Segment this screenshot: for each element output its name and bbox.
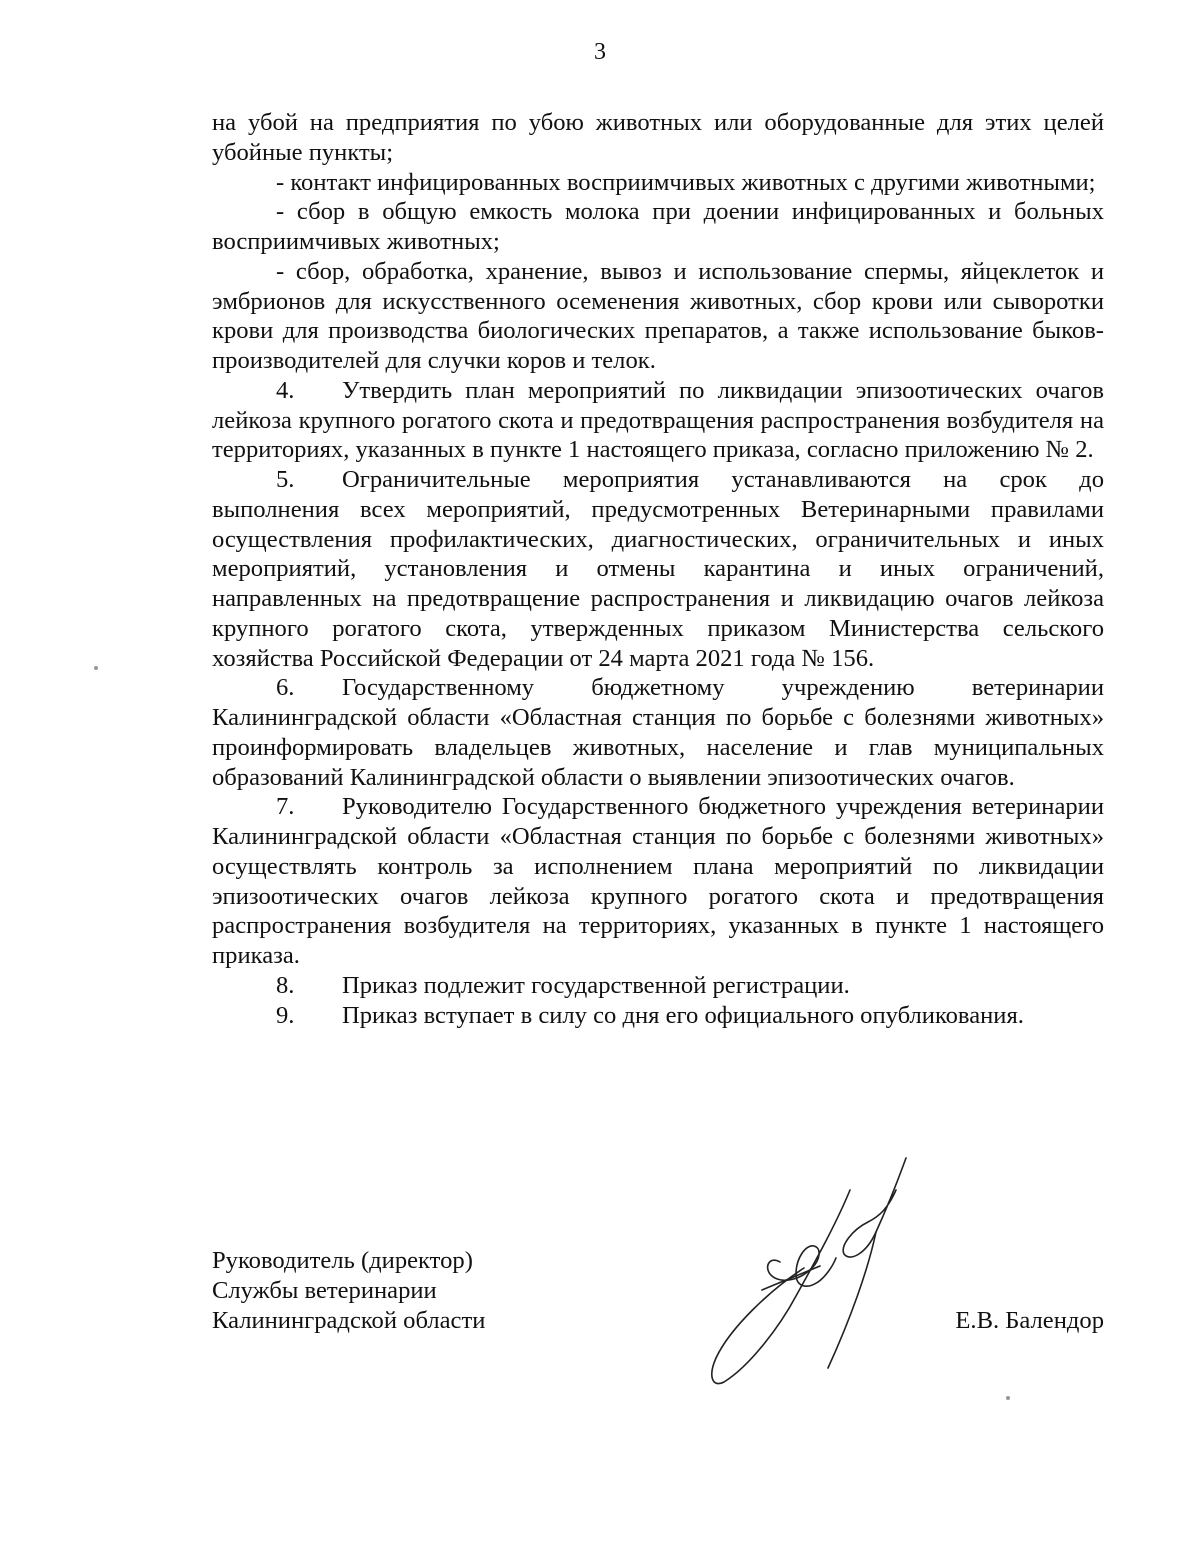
signature-stroke [828, 1232, 876, 1368]
signature-stroke [712, 1190, 850, 1384]
signatory-title [212, 1246, 632, 1336]
signatory-title-line: Руководитель (директор) [212, 1247, 473, 1274]
clause-9 [212, 1001, 1104, 1031]
clause-number: 7. [276, 793, 295, 821]
clause-number: 9. [276, 1001, 295, 1029]
clause-number: 5. [276, 466, 295, 493]
clause-text: Приказ вступает в силу со дня его официального опубликования. [342, 1001, 1024, 1029]
list-item-milk [212, 197, 1104, 257]
clause-text: Утвердить план мероприятий по ликвидации эпизоотических очагов лейкоза крупного рогатого скота и предотвращения распространения возбудителя на территориях, указанных в пункте 1 настоящего приказа, согласно приложению № 2. [212, 376, 1104, 464]
list-item-sperm [212, 257, 1104, 376]
paragraph-text: - сбор, обработка, хранение, вывоз и использование спермы, яйцеклеток и эмбрионов для искусственного осеменения животных, сбор крови или сыворотки крови для производства биологических препаратов, а также использование быков-производителей для случки коров и телок. [212, 257, 1104, 374]
list-item-contact [212, 168, 1104, 198]
clause-4 [212, 376, 1104, 465]
clause-7 [212, 792, 1104, 971]
clause-number: 4. [276, 376, 295, 404]
signature-stroke [762, 1266, 820, 1290]
clause-5 [212, 465, 1104, 673]
paragraph-text: на убой на предприятия по убою животных или оборудованные для этих целей убойные пункты; [212, 109, 1104, 166]
paragraph-continuation [212, 108, 1104, 168]
clause-text: Ограничительные мероприятия устанавливаются на срок до выполнения всех мероприятий, предусмотренных Ветеринарными правилами осуществления профилактических, диагностических, ограничительных и иных мероприятий, установления и отмены карантина и иных ограничений, направленных на предотвращение распространения и ликвидацию очагов лейкоза крупного рогатого скота, утвержденных приказом Министерства сельского хозяйства Российской Федерации от 24 марта 2021 года № 156. [212, 466, 1104, 672]
scan-speck [1006, 1396, 1010, 1400]
signature-stroke [843, 1158, 906, 1257]
scan-speck [94, 666, 98, 670]
clause-number: 8. [276, 971, 295, 999]
signatory-name: Е.В. Балендор [955, 1307, 1104, 1334]
clause-text: Руководителю Государственного бюджетного учреждения ветеринарии Калининградской области «Областная станция по борьбе с болезнями животных» осуществлять контроль за исполнением плана мероприятий по ликвидации эпизоотических очагов лейкоза крупного рогатого скота и предотвращения распространения возбудителя на территориях, указанных в пункте 1 настоящего приказа. [212, 793, 1104, 969]
clause-6 [212, 673, 1104, 792]
clause-number: 6. [276, 674, 295, 702]
document-body [212, 108, 1104, 1030]
signature-stroke [818, 1258, 836, 1282]
clause-text: Приказ подлежит государственной регистрации. [342, 971, 850, 999]
handwritten-signature [700, 1150, 920, 1390]
signatory-title-line: Калининградской области [212, 1307, 486, 1334]
paragraph-text: - контакт инфицированных восприимчивых животных с другими животными; [276, 168, 1096, 196]
page-number: 3 [594, 39, 606, 65]
clause-8 [212, 971, 1104, 1001]
paragraph-text: - сбор в общую емкость молока при доении инфицированных и больных восприимчивых животных; [212, 198, 1104, 255]
clause-text: Государственному бюджетному учреждению ветеринарии Калининградской области «Областная станция по борьбе с болезнями животных» проинформировать владельцев животных, население и глав муниципальных образований Калининградской области о выявлении эпизоотических очагов. [212, 674, 1104, 791]
signature-stroke [768, 1246, 819, 1286]
signatory-title-line: Службы ветеринарии [212, 1277, 437, 1304]
